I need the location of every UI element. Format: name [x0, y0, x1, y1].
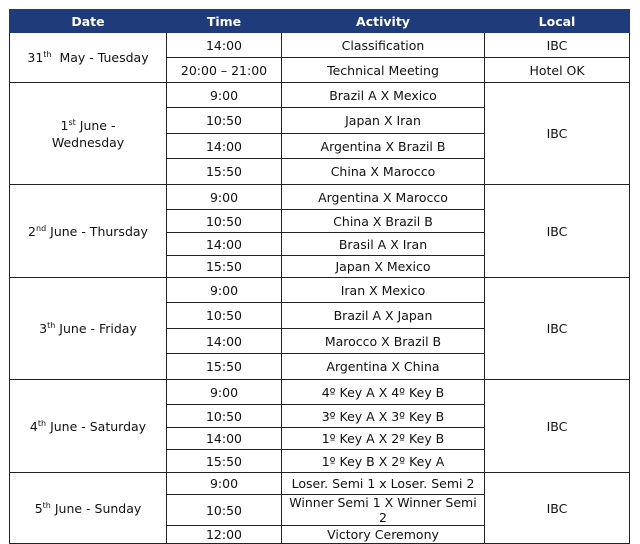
activity-cell: China X Marocco	[282, 159, 485, 185]
schedule-row	[10, 33, 630, 58]
date-cell	[10, 33, 167, 83]
header-time: Time	[167, 10, 282, 33]
time-cell: 15:50	[167, 354, 282, 380]
date-ordinal: th	[43, 49, 52, 59]
schedule-row	[10, 473, 630, 495]
header-date: Date	[10, 10, 167, 33]
date-day: 5	[34, 500, 43, 516]
time-cell: 15:50	[167, 256, 282, 278]
activity-cell: Japan X Mexico	[282, 256, 485, 278]
time-cell: 14:00	[167, 33, 282, 58]
time-cell: 9:00	[167, 278, 282, 303]
date-ordinal: th	[42, 500, 51, 510]
time-cell: 15:50	[167, 159, 282, 185]
activity-cell: China X Brazil B	[282, 210, 485, 233]
date-text: June - Sunday	[50, 500, 142, 516]
activity-cell: Argentina X Brazil B	[282, 134, 485, 159]
date-cell	[10, 380, 167, 473]
date-ordinal: nd	[36, 223, 47, 233]
date-ordinal: th	[37, 418, 47, 428]
activity-cell: Technical Meeting	[282, 58, 485, 83]
time-cell: 10:50	[167, 405, 282, 428]
local-cell: Hotel OK	[485, 58, 630, 83]
date-day: 4	[29, 418, 38, 434]
date-text: May - Tuesday	[51, 50, 149, 65]
header-local: Local	[485, 10, 630, 33]
time-cell: 14:00	[167, 428, 282, 450]
local-cell: IBC	[485, 33, 630, 58]
date-text: June - Saturday	[46, 418, 147, 434]
time-cell: 14:00	[167, 233, 282, 256]
activity-cell: Victory Ceremony	[282, 526, 485, 544]
time-cell: 10:50	[167, 210, 282, 233]
time-cell: 14:00	[167, 329, 282, 354]
activity-cell: Loser. Semi 1 x Loser. Semi 2	[282, 473, 485, 495]
schedule-table	[9, 9, 630, 544]
time-cell: 15:50	[167, 450, 282, 473]
time-cell: 10:50	[167, 495, 282, 526]
date-day: 31	[27, 50, 44, 65]
schedule-row	[10, 185, 630, 210]
time-cell: 20:00 – 21:00	[167, 58, 282, 83]
date-ordinal: th	[47, 320, 56, 330]
date-cell	[10, 185, 167, 278]
header-row	[10, 10, 630, 33]
schedule-row	[10, 380, 630, 405]
time-cell: 9:00	[167, 380, 282, 405]
activity-cell: Brasil A X Iran	[282, 233, 485, 256]
time-cell: 9:00	[167, 83, 282, 108]
date-day: 2	[28, 223, 36, 239]
schedule-row	[10, 278, 630, 303]
date-text: June - Friday	[55, 321, 137, 336]
activity-cell: Brazil A X Japan	[282, 303, 485, 329]
local-cell: IBC	[485, 473, 630, 544]
date-text: June - Thursday	[46, 223, 148, 239]
local-cell: IBC	[485, 83, 630, 185]
date-cell	[10, 278, 167, 380]
activity-cell: Argentina X China	[282, 354, 485, 380]
time-cell: 12:00	[167, 526, 282, 544]
date-ordinal: st	[68, 117, 76, 127]
date-day: 3	[39, 321, 48, 336]
local-cell: IBC	[485, 278, 630, 380]
activity-cell: 3º Key A X 3º Key B	[282, 405, 485, 428]
local-cell: IBC	[485, 380, 630, 473]
activity-cell: 1º Key A X 2º Key B	[282, 428, 485, 450]
date-text: June - Wednesday	[51, 117, 125, 150]
activity-cell: Japan X Iran	[282, 108, 485, 134]
schedule-row	[10, 83, 630, 108]
activity-cell: Marocco X Brazil B	[282, 329, 485, 354]
date-day: 1	[60, 117, 69, 133]
time-cell: 9:00	[167, 185, 282, 210]
date-cell	[10, 473, 167, 544]
activity-cell: Classification	[282, 33, 485, 58]
local-cell: IBC	[485, 185, 630, 278]
activity-cell: 1º Key B X 2º Key A	[282, 450, 485, 473]
time-cell: 10:50	[167, 303, 282, 329]
activity-cell: 4º Key A X 4º Key B	[282, 380, 485, 405]
activity-cell: Iran X Mexico	[282, 278, 485, 303]
activity-cell: Argentina X Marocco	[282, 185, 485, 210]
header-activity: Activity	[282, 10, 485, 33]
time-cell: 10:50	[167, 108, 282, 134]
date-cell	[10, 83, 167, 185]
activity-cell: Winner Semi 1 X Winner Semi 2	[282, 495, 485, 526]
schedule-body	[10, 33, 630, 544]
time-cell: 9:00	[167, 473, 282, 495]
time-cell: 14:00	[167, 134, 282, 159]
activity-cell: Brazil A X Mexico	[282, 83, 485, 108]
